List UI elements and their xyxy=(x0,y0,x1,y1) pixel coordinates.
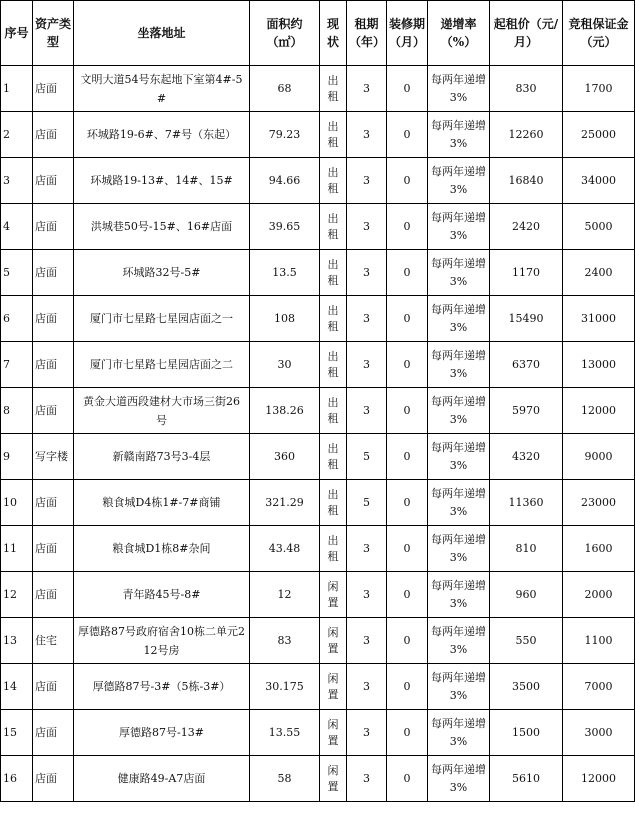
cell-rate: 每两年递增3% xyxy=(428,710,490,756)
cell-area: 13.5 xyxy=(250,250,320,296)
cell-no: 2 xyxy=(1,112,33,158)
table-row xyxy=(1,434,635,480)
cell-type: 店面 xyxy=(33,204,74,250)
table-row xyxy=(1,710,635,756)
cell-deposit: 9000 xyxy=(563,434,635,480)
cell-type: 店面 xyxy=(33,250,74,296)
cell-decoration: 0 xyxy=(387,710,428,756)
header-type: 资产类型 xyxy=(33,1,74,66)
cell-term: 3 xyxy=(347,66,387,112)
cell-rate: 每两年递增3% xyxy=(428,572,490,618)
cell-deposit: 12000 xyxy=(563,388,635,434)
table-row xyxy=(1,158,635,204)
cell-address: 环城路32号-5# xyxy=(74,250,250,296)
cell-no: 7 xyxy=(1,342,33,388)
header-deposit: 竞租保证金（元） xyxy=(563,1,635,66)
cell-type: 店面 xyxy=(33,112,74,158)
cell-area: 12 xyxy=(250,572,320,618)
cell-term: 3 xyxy=(347,618,387,664)
cell-rate: 每两年递增3% xyxy=(428,480,490,526)
cell-term: 3 xyxy=(347,204,387,250)
cell-address: 厦门市七星路七星园店面之二 xyxy=(74,342,250,388)
cell-deposit: 34000 xyxy=(563,158,635,204)
cell-status: 闲置 xyxy=(320,756,347,802)
cell-type: 店面 xyxy=(33,756,74,802)
cell-no: 14 xyxy=(1,664,33,710)
cell-deposit: 31000 xyxy=(563,296,635,342)
cell-status: 闲置 xyxy=(320,710,347,756)
cell-decoration: 0 xyxy=(387,112,428,158)
cell-deposit: 1100 xyxy=(563,618,635,664)
cell-type: 店面 xyxy=(33,66,74,112)
cell-deposit: 3000 xyxy=(563,710,635,756)
cell-area: 68 xyxy=(250,66,320,112)
cell-no: 8 xyxy=(1,388,33,434)
cell-no: 15 xyxy=(1,710,33,756)
cell-address: 粮食城D1栋8#杂间 xyxy=(74,526,250,572)
cell-address: 厦门市七星路七星园店面之一 xyxy=(74,296,250,342)
cell-term: 3 xyxy=(347,388,387,434)
cell-status: 出租 xyxy=(320,250,347,296)
cell-rent: 15490 xyxy=(490,296,563,342)
cell-status: 出租 xyxy=(320,342,347,388)
cell-area: 58 xyxy=(250,756,320,802)
cell-type: 店面 xyxy=(33,158,74,204)
cell-term: 3 xyxy=(347,296,387,342)
cell-no: 16 xyxy=(1,756,33,802)
cell-deposit: 5000 xyxy=(563,204,635,250)
table-row xyxy=(1,526,635,572)
table-row xyxy=(1,756,635,802)
cell-term: 3 xyxy=(347,572,387,618)
cell-status: 出租 xyxy=(320,296,347,342)
cell-decoration: 0 xyxy=(387,158,428,204)
header-row xyxy=(1,1,635,66)
cell-term: 5 xyxy=(347,434,387,480)
cell-decoration: 0 xyxy=(387,342,428,388)
header-decoration: 装修期（月） xyxy=(387,1,428,66)
cell-term: 3 xyxy=(347,112,387,158)
header-status: 现状 xyxy=(320,1,347,66)
cell-area: 43.48 xyxy=(250,526,320,572)
cell-deposit: 25000 xyxy=(563,112,635,158)
cell-area: 13.55 xyxy=(250,710,320,756)
cell-address: 黄金大道西段建材大市场三街26号 xyxy=(74,388,250,434)
cell-status: 出租 xyxy=(320,526,347,572)
cell-decoration: 0 xyxy=(387,204,428,250)
cell-type: 店面 xyxy=(33,296,74,342)
cell-decoration: 0 xyxy=(387,756,428,802)
cell-address: 青年路45号-8# xyxy=(74,572,250,618)
cell-rate: 每两年递增3% xyxy=(428,618,490,664)
table-row xyxy=(1,342,635,388)
cell-term: 3 xyxy=(347,756,387,802)
cell-rate: 每两年递增3% xyxy=(428,296,490,342)
cell-deposit: 13000 xyxy=(563,342,635,388)
cell-status: 闲置 xyxy=(320,572,347,618)
cell-rate: 每两年递增3% xyxy=(428,204,490,250)
cell-rent: 12260 xyxy=(490,112,563,158)
cell-deposit: 7000 xyxy=(563,664,635,710)
header-rate: 递增率（%） xyxy=(428,1,490,66)
cell-deposit: 2000 xyxy=(563,572,635,618)
header-address: 坐落地址 xyxy=(74,1,250,66)
cell-rate: 每两年递增3% xyxy=(428,664,490,710)
header-area: 面积约（㎡） xyxy=(250,1,320,66)
cell-term: 3 xyxy=(347,342,387,388)
cell-area: 83 xyxy=(250,618,320,664)
cell-term: 5 xyxy=(347,480,387,526)
cell-deposit: 12000 xyxy=(563,756,635,802)
cell-address: 厚德路87号-3#（5栋-3#） xyxy=(74,664,250,710)
cell-status: 出租 xyxy=(320,434,347,480)
cell-no: 9 xyxy=(1,434,33,480)
cell-area: 321.29 xyxy=(250,480,320,526)
cell-rent: 810 xyxy=(490,526,563,572)
cell-type: 店面 xyxy=(33,664,74,710)
cell-address: 文明大道54号东起地下室第4#-5# xyxy=(74,66,250,112)
cell-deposit: 2400 xyxy=(563,250,635,296)
cell-decoration: 0 xyxy=(387,388,428,434)
cell-decoration: 0 xyxy=(387,618,428,664)
cell-rent: 550 xyxy=(490,618,563,664)
cell-status: 出租 xyxy=(320,204,347,250)
cell-type: 店面 xyxy=(33,388,74,434)
cell-area: 138.26 xyxy=(250,388,320,434)
cell-rent: 830 xyxy=(490,66,563,112)
cell-area: 79.23 xyxy=(250,112,320,158)
cell-rate: 每两年递增3% xyxy=(428,756,490,802)
table-body xyxy=(1,66,635,802)
cell-term: 3 xyxy=(347,250,387,296)
cell-decoration: 0 xyxy=(387,572,428,618)
cell-decoration: 0 xyxy=(387,434,428,480)
cell-type: 店面 xyxy=(33,526,74,572)
cell-area: 39.65 xyxy=(250,204,320,250)
cell-area: 30 xyxy=(250,342,320,388)
cell-address: 厚德路87号-13# xyxy=(74,710,250,756)
cell-no: 12 xyxy=(1,572,33,618)
cell-status: 出租 xyxy=(320,112,347,158)
cell-rent: 11360 xyxy=(490,480,563,526)
cell-rate: 每两年递增3% xyxy=(428,434,490,480)
cell-type: 店面 xyxy=(33,342,74,388)
cell-rate: 每两年递增3% xyxy=(428,250,490,296)
cell-rate: 每两年递增3% xyxy=(428,66,490,112)
cell-status: 出租 xyxy=(320,480,347,526)
cell-rent: 16840 xyxy=(490,158,563,204)
cell-address: 健康路49-A7店面 xyxy=(74,756,250,802)
cell-rate: 每两年递增3% xyxy=(428,112,490,158)
cell-rate: 每两年递增3% xyxy=(428,342,490,388)
cell-type: 店面 xyxy=(33,710,74,756)
cell-no: 13 xyxy=(1,618,33,664)
cell-address: 厚德路87号政府宿舍10栋二单元212号房 xyxy=(74,618,250,664)
cell-rate: 每两年递增3% xyxy=(428,158,490,204)
cell-term: 3 xyxy=(347,526,387,572)
table-row xyxy=(1,204,635,250)
cell-deposit: 1700 xyxy=(563,66,635,112)
header-term: 租期（年） xyxy=(347,1,387,66)
cell-address: 环城路19-6#、7#号（东起） xyxy=(74,112,250,158)
cell-type: 店面 xyxy=(33,572,74,618)
header-rent: 起租价（元/月） xyxy=(490,1,563,66)
cell-decoration: 0 xyxy=(387,250,428,296)
cell-address: 新赣南路73号3-4层 xyxy=(74,434,250,480)
cell-rent: 5970 xyxy=(490,388,563,434)
cell-decoration: 0 xyxy=(387,664,428,710)
table-row xyxy=(1,572,635,618)
cell-no: 6 xyxy=(1,296,33,342)
cell-rent: 4320 xyxy=(490,434,563,480)
cell-type: 店面 xyxy=(33,480,74,526)
cell-no: 10 xyxy=(1,480,33,526)
cell-type: 住宅 xyxy=(33,618,74,664)
cell-rent: 6370 xyxy=(490,342,563,388)
table-row xyxy=(1,618,635,664)
cell-rent: 960 xyxy=(490,572,563,618)
header-no: 序号 xyxy=(1,1,33,66)
cell-decoration: 0 xyxy=(387,480,428,526)
cell-rent: 5610 xyxy=(490,756,563,802)
cell-rent: 1500 xyxy=(490,710,563,756)
cell-no: 3 xyxy=(1,158,33,204)
cell-address: 洪城巷50号-15#、16#店面 xyxy=(74,204,250,250)
cell-rent: 1170 xyxy=(490,250,563,296)
cell-no: 5 xyxy=(1,250,33,296)
cell-no: 11 xyxy=(1,526,33,572)
table-row xyxy=(1,480,635,526)
cell-status: 出租 xyxy=(320,158,347,204)
cell-area: 30.175 xyxy=(250,664,320,710)
cell-status: 闲置 xyxy=(320,664,347,710)
cell-rate: 每两年递增3% xyxy=(428,388,490,434)
cell-status: 出租 xyxy=(320,66,347,112)
table-row xyxy=(1,66,635,112)
cell-address: 环城路19-13#、14#、15# xyxy=(74,158,250,204)
table-row xyxy=(1,250,635,296)
cell-decoration: 0 xyxy=(387,296,428,342)
table-row xyxy=(1,296,635,342)
cell-decoration: 0 xyxy=(387,526,428,572)
cell-rent: 3500 xyxy=(490,664,563,710)
cell-term: 3 xyxy=(347,664,387,710)
cell-term: 3 xyxy=(347,158,387,204)
cell-term: 3 xyxy=(347,710,387,756)
cell-type: 写字楼 xyxy=(33,434,74,480)
table-row xyxy=(1,664,635,710)
cell-rate: 每两年递增3% xyxy=(428,526,490,572)
cell-no: 1 xyxy=(1,66,33,112)
cell-status: 出租 xyxy=(320,388,347,434)
cell-area: 108 xyxy=(250,296,320,342)
table-row xyxy=(1,388,635,434)
cell-area: 360 xyxy=(250,434,320,480)
cell-no: 4 xyxy=(1,204,33,250)
table-row xyxy=(1,112,635,158)
cell-area: 94.66 xyxy=(250,158,320,204)
cell-decoration: 0 xyxy=(387,66,428,112)
cell-address: 粮食城D4栋1#-7#商铺 xyxy=(74,480,250,526)
cell-deposit: 23000 xyxy=(563,480,635,526)
cell-rent: 2420 xyxy=(490,204,563,250)
cell-deposit: 1600 xyxy=(563,526,635,572)
cell-status: 闲置 xyxy=(320,618,347,664)
